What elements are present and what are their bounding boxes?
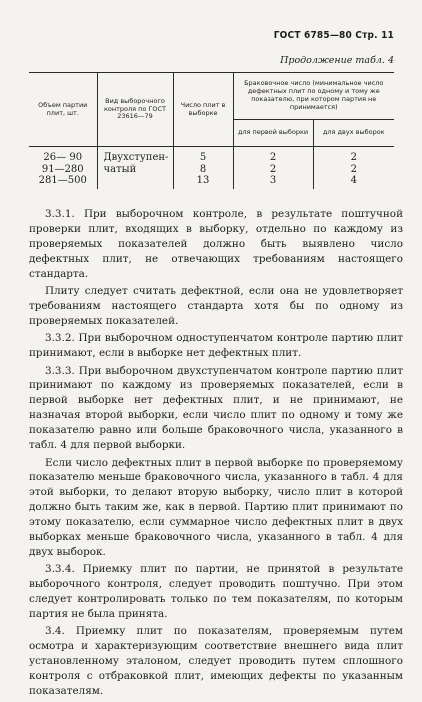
lot-size-cell <box>29 147 97 189</box>
table-caption: Продолжение табл. 4 <box>280 55 394 66</box>
control-type-value: Двухступен- <box>103 152 169 163</box>
sample-size-cell <box>173 147 233 189</box>
two-samples-value: 4 <box>350 175 357 186</box>
table-row <box>29 147 394 189</box>
paragraph: 3.3.4. Приемку плит по партии, не принятой в результате выборочного контроля, следует проводить поштучно. При этом следует контролировать только по тем показателям, по которым партия не была принята. <box>29 563 403 621</box>
col-header-control-type: Вид выборочного контроля по ГОСТ 23616—79 <box>97 73 173 147</box>
sample-size-value: 5 <box>199 152 207 163</box>
col-header-two-samples: для двух выборок <box>313 120 394 147</box>
paragraph: 3.3.1. При выборочном контроле, в результате поштучной проверки плит, входящих в выборку, отдельно по каждому из проверяемых показателей должно быть выявлено число дефектных плит, не отвечающих требованиям настоящего стандарта. <box>29 208 403 280</box>
paragraph: 3.4. Приемку плит по показателям, проверяемым путем осмотра и характеризующим соответствие внешнего вида плит установленному эталоном, следует проводить путем сплошного контроля с отбраковкой плит, имеющих дефекты по указанным показателям. <box>29 625 403 698</box>
control-type-value: чатый <box>103 163 137 175</box>
col-header-sample-size: Число плит в выборке <box>173 73 233 147</box>
two-samples-cell <box>313 147 394 189</box>
first-sample-value: 3 <box>269 175 277 186</box>
sample-size-value: 8 <box>199 163 207 175</box>
paragraph: 3.3.2. При выборочном одноступенчатом контроле партию плит принимают, если в выборке нет дефектных плит. <box>29 332 403 360</box>
paragraph: Если число дефектных плит в первой выборке по проверяемому показателю меньше браковочного числа, указанного в табл. 4 для этой выборки, то делают вторую выборку, число плит в которой должно быть таким же, как в первой. Партию плит принимают по этому показателю, если суммарное число дефектных плит в двух выборках меньше браковочного числа, указанного в табл. 4 для двух выборок. <box>29 456 403 558</box>
first-sample-value: 2 <box>269 152 277 163</box>
col-header-first-sample: для первой выборки <box>233 120 313 147</box>
paragraph: 3.3.3. При выборочном двухступенчатом контроле партию плит принимают по каждому из проверяемых показателей, если в первой выборке нет дефектных плит, и не принимают, не назначая второй выборки, если число плит по одному и тому же показателю равно или больше браковочного числа, указанного в табл. 4 для первой выборки. <box>29 364 403 452</box>
paragraph: Плиту следует считать дефектной, если она не удовлетворяет требованиям настоящего стандарта хотя бы по одному из проверяемых показателей. <box>29 285 403 327</box>
first-sample-cell <box>233 147 313 189</box>
body-text <box>29 207 403 702</box>
first-sample-value: 2 <box>269 163 277 175</box>
lot-size-value: 91—280 <box>41 163 84 175</box>
page-header: ГОСТ 6785—80 Стр. 11 <box>273 30 394 41</box>
sampling-table <box>29 72 394 189</box>
col-header-lot-size: Объем партии плит, шт. <box>29 73 97 147</box>
control-type-cell <box>97 147 173 189</box>
lot-size-value: 281—500 <box>38 175 87 186</box>
two-samples-value: 2 <box>350 152 357 163</box>
lot-size-value: 26— 90 <box>43 152 83 163</box>
sample-size-value: 13 <box>196 175 210 186</box>
two-samples-value: 2 <box>350 163 357 175</box>
col-header-rejection-number: Браковочное число (минимальное число дефектных плит по одному и тому же показателю, при котором партия не принимается) <box>233 73 394 120</box>
